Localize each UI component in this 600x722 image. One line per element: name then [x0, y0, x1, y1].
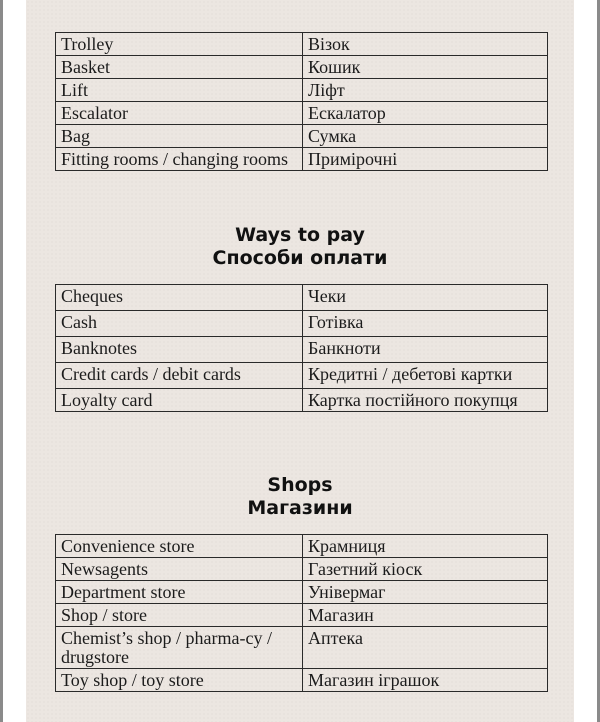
vocab-table-shops	[55, 534, 548, 692]
left-edge-bar	[0, 0, 3, 722]
table-row	[56, 389, 548, 412]
english-term: Escalator	[56, 102, 303, 125]
table-row	[56, 604, 548, 627]
table-row	[56, 33, 548, 56]
ukrainian-term: Ліфт	[303, 79, 548, 102]
ukrainian-term: Газетний кіоск	[303, 558, 548, 581]
section-heading-ukrainian: Способи оплати	[212, 247, 388, 269]
ukrainian-term: Готівка	[303, 311, 548, 337]
ukrainian-term: Універмаг	[303, 581, 548, 604]
english-term: Bag	[56, 125, 303, 148]
ukrainian-term: Сумка	[303, 125, 548, 148]
book-page	[26, 0, 574, 722]
ukrainian-term: Візок	[303, 33, 548, 56]
english-term: Convenience store	[56, 535, 303, 558]
english-term: Lift	[56, 79, 303, 102]
ukrainian-term: Картка постійного покупця	[303, 389, 548, 412]
table-row	[56, 627, 548, 669]
ukrainian-term: Кредитні / дебетові картки	[303, 363, 548, 389]
english-term: Toy shop / toy store	[56, 669, 303, 692]
english-term: Newsagents	[56, 558, 303, 581]
ukrainian-term: Примірочні	[303, 148, 548, 171]
section-heading-english: Shops	[267, 474, 333, 496]
table-row	[56, 285, 548, 311]
table-row	[56, 558, 548, 581]
table-row	[56, 363, 548, 389]
ukrainian-term: Ескалатор	[303, 102, 548, 125]
table-row	[56, 56, 548, 79]
english-term: Trolley	[56, 33, 303, 56]
ukrainian-term: Чеки	[303, 285, 548, 311]
ukrainian-term: Аптека	[303, 627, 548, 669]
ukrainian-term: Крамниця	[303, 535, 548, 558]
english-term: Basket	[56, 56, 303, 79]
ukrainian-term: Кошик	[303, 56, 548, 79]
table-row	[56, 125, 548, 148]
table-row	[56, 102, 548, 125]
english-term: Fitting rooms / changing rooms	[56, 148, 303, 171]
english-term: Loyalty card	[56, 389, 303, 412]
vocab-table-facilities	[55, 32, 548, 171]
english-term: Banknotes	[56, 337, 303, 363]
table-row	[56, 79, 548, 102]
ukrainian-term: Магазин	[303, 604, 548, 627]
english-term: Shop / store	[56, 604, 303, 627]
english-term: Credit cards / debit cards	[56, 363, 303, 389]
table-row	[56, 311, 548, 337]
english-term: Cash	[56, 311, 303, 337]
table-row	[56, 535, 548, 558]
table-row	[56, 337, 548, 363]
table-row	[56, 669, 548, 692]
english-term: Chemist’s shop / pharma-cy / drugstore	[56, 627, 303, 669]
section-heading-english: Ways to pay	[235, 224, 365, 246]
section-heading-ukrainian: Магазини	[247, 497, 353, 519]
table-row	[56, 581, 548, 604]
vocab-table-ways-to-pay	[55, 284, 548, 412]
ukrainian-term: Магазин іграшок	[303, 669, 548, 692]
table-row	[56, 148, 548, 171]
english-term: Department store	[56, 581, 303, 604]
english-term: Cheques	[56, 285, 303, 311]
ukrainian-term: Банкноти	[303, 337, 548, 363]
